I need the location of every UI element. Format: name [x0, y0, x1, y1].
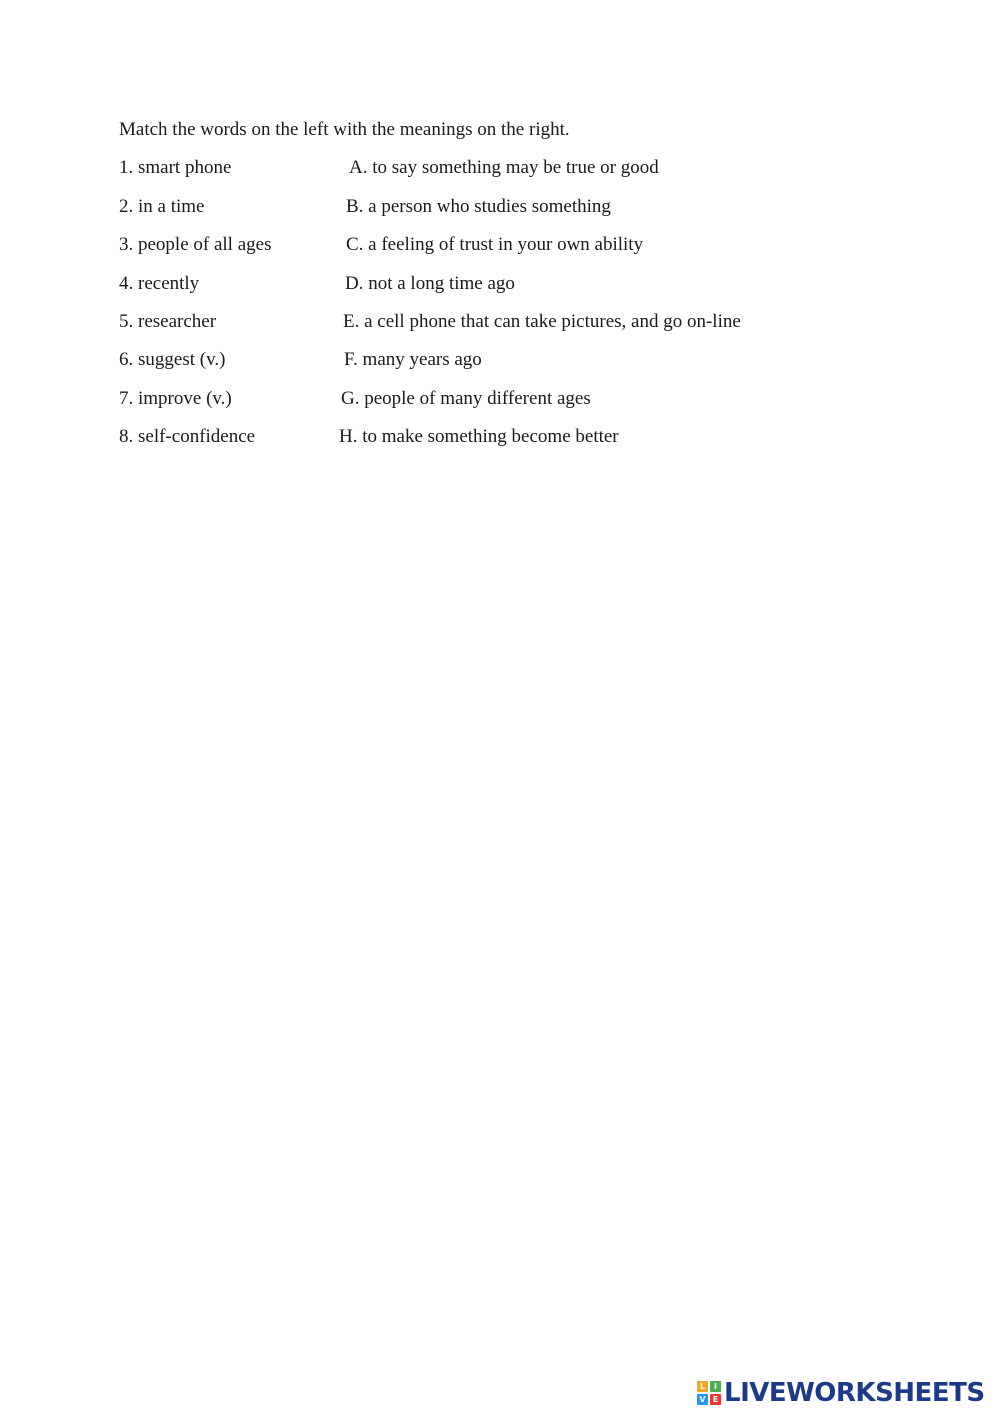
meaning-item: A. to say something may be true or good	[349, 157, 659, 178]
liveworksheets-logo	[697, 1378, 985, 1408]
match-row	[0, 348, 1000, 372]
term-item: 8. self-confidence	[119, 426, 256, 447]
meaning-item: H. to make something become better	[339, 426, 619, 447]
logo-tile: I	[710, 1381, 721, 1392]
match-row	[0, 195, 1000, 219]
brand-name: LIVEWORKSHEETS	[724, 1378, 985, 1408]
term-item: 4. recently	[119, 273, 200, 294]
term-item: 1. smart phone	[119, 157, 232, 178]
meaning-item: B. a person who studies something	[346, 196, 611, 217]
match-row	[0, 272, 1000, 296]
meaning-item: D. not a long time ago	[345, 273, 515, 294]
term-item: 7. improve (v.)	[119, 388, 232, 409]
meaning-item: E. a cell phone that can take pictures, and go on-line	[343, 311, 741, 332]
meaning-item: G. people of many different ages	[341, 388, 591, 409]
match-row	[0, 233, 1000, 257]
meaning-item: F. many years ago	[344, 349, 482, 370]
instruction-text: Match the words on the left with the meanings on the right.	[119, 119, 570, 140]
match-row	[0, 425, 1000, 449]
match-row	[0, 156, 1000, 180]
logo-tile: V	[697, 1394, 708, 1405]
logo-tile: E	[710, 1394, 721, 1405]
logo-tile: L	[697, 1381, 708, 1392]
match-row	[0, 387, 1000, 411]
term-item: 3. people of all ages	[119, 234, 272, 255]
term-item: 2. in a time	[119, 196, 205, 217]
logo-icon	[697, 1381, 721, 1405]
term-item: 5. researcher	[119, 311, 217, 332]
meaning-item: C. a feeling of trust in your own ability	[346, 234, 644, 255]
match-row	[0, 310, 1000, 334]
term-item: 6. suggest (v.)	[119, 349, 226, 370]
